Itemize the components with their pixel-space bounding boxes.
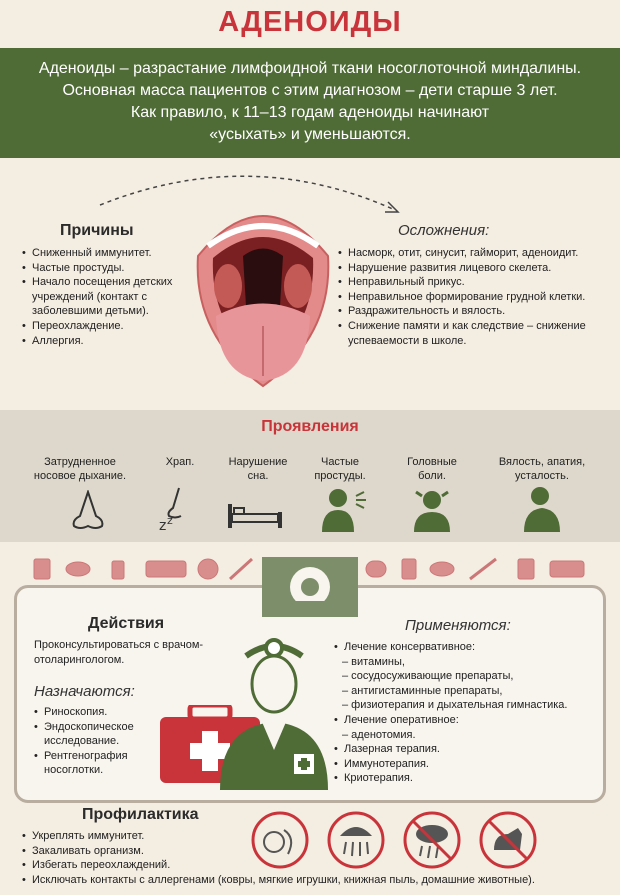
- list-item: – витамины,: [342, 655, 405, 668]
- list-item: • Начало посещения детских учреждений (контакт с заболевшими детьми).: [22, 275, 182, 319]
- causes-title: Причины: [60, 222, 134, 239]
- no-pets-icon: [478, 810, 538, 870]
- applied-list: [334, 640, 606, 786]
- list-item: • Рентгенография носоглотки.: [34, 749, 154, 778]
- prescribed-title: Назначаются:: [34, 683, 135, 700]
- list-item: • Лечение оперативное:: [334, 713, 606, 728]
- applied-title: Применяются:: [405, 617, 511, 634]
- nose-icon: [70, 490, 106, 532]
- intro-banner: [0, 48, 620, 158]
- fruit-icon: [250, 810, 310, 870]
- list-item: • Насморк, отит, синусит, гайморит, аденоидит.: [338, 246, 610, 261]
- tired-person-icon: [520, 484, 564, 532]
- doctor-icon: [218, 630, 330, 790]
- consult-text: Проконсультироваться с врачом-отоларингологом.: [34, 639, 204, 666]
- intro-line: Как правило, к 11–13 годам аденоиды начинают: [130, 104, 490, 121]
- list-item: – сосудосуживающие препараты,: [342, 670, 514, 683]
- no-cold-rain-icon: [402, 810, 462, 870]
- list-item: • Лечение консервативное:: [334, 640, 606, 655]
- list-item: • Раздражительность и вялость.: [338, 304, 610, 319]
- actions-title: Действия: [88, 615, 165, 632]
- list-item: • Переохлаждение.: [22, 319, 182, 334]
- prevention-title: Профилактика: [82, 806, 199, 823]
- list-item: • Частые простуды.: [22, 261, 182, 276]
- head-mirror-icon: [262, 557, 358, 617]
- list-item: • Сниженный иммунитет.: [22, 246, 182, 261]
- complications-list: [338, 246, 610, 348]
- sneeze-person-icon: [318, 486, 368, 532]
- list-item: – аденотомия.: [342, 728, 416, 741]
- svg-text:z: z: [167, 514, 173, 527]
- list-item: – физиотерапия и дыхательная гимнастика.: [342, 699, 568, 712]
- intro-line: Основная масса пациентов с этим диагнозом – дети старше 3 лет.: [62, 82, 558, 99]
- page-title: АДЕНОИДЫ: [218, 6, 402, 38]
- symptom-label: Частые простуды.: [314, 456, 366, 482]
- list-item: • Эндоскопическое исследование.: [34, 720, 154, 749]
- list-item: • Нарушение развития лицевого скелета.: [338, 261, 610, 276]
- list-item: • Снижение памяти и как следствие – снижение успеваемости в школе.: [338, 319, 610, 348]
- list-item: • Закаливать организм.: [22, 844, 612, 859]
- prescribed-list: [34, 705, 154, 778]
- causes-list: [22, 246, 182, 348]
- list-item: • Криотерапия.: [334, 771, 606, 786]
- headache-person-icon: [408, 486, 456, 532]
- symptom-label: Храп.: [165, 456, 195, 468]
- list-item: • Избегать переохлаждений.: [22, 858, 612, 873]
- shower-icon: [326, 810, 386, 870]
- list-item: • Исключать контакты с аллергенами (ковры, мягкие игрушки, книжная пыль, домашние животные).: [22, 873, 612, 888]
- list-item: • Неправильное формирование грудной клетки.: [338, 290, 610, 305]
- open-mouth-illustration: [188, 186, 338, 396]
- list-item: • Неправильный прикус.: [338, 275, 610, 290]
- intro-line: «усыхать» и уменьшаются.: [209, 126, 411, 143]
- symptom-label: Нарушение сна.: [228, 456, 288, 482]
- symptoms-title: Проявления: [261, 418, 359, 435]
- list-item: • Укреплять иммунитет.: [22, 829, 612, 844]
- symptom-label: Затрудненное носовое дыхание.: [33, 456, 127, 482]
- list-item: – антигистаминные препараты,: [342, 684, 503, 697]
- list-item: • Иммунотерапия.: [334, 757, 606, 772]
- list-item: • Лазерная терапия.: [334, 742, 606, 757]
- list-item: • Аллергия.: [22, 334, 182, 349]
- symptom-label: Вялость, апатия, усталость.: [498, 456, 586, 482]
- bed-icon: [226, 500, 284, 530]
- complications-title: Осложнения:: [398, 222, 490, 239]
- intro-line: Аденоиды – разрастание лимфоидной ткани носоглоточной миндалины.: [38, 60, 582, 77]
- symptom-label: Головные боли.: [407, 456, 457, 482]
- svg-text:z: z: [159, 518, 167, 532]
- snore-icon: [155, 486, 201, 532]
- list-item: • Риноскопия.: [34, 705, 154, 720]
